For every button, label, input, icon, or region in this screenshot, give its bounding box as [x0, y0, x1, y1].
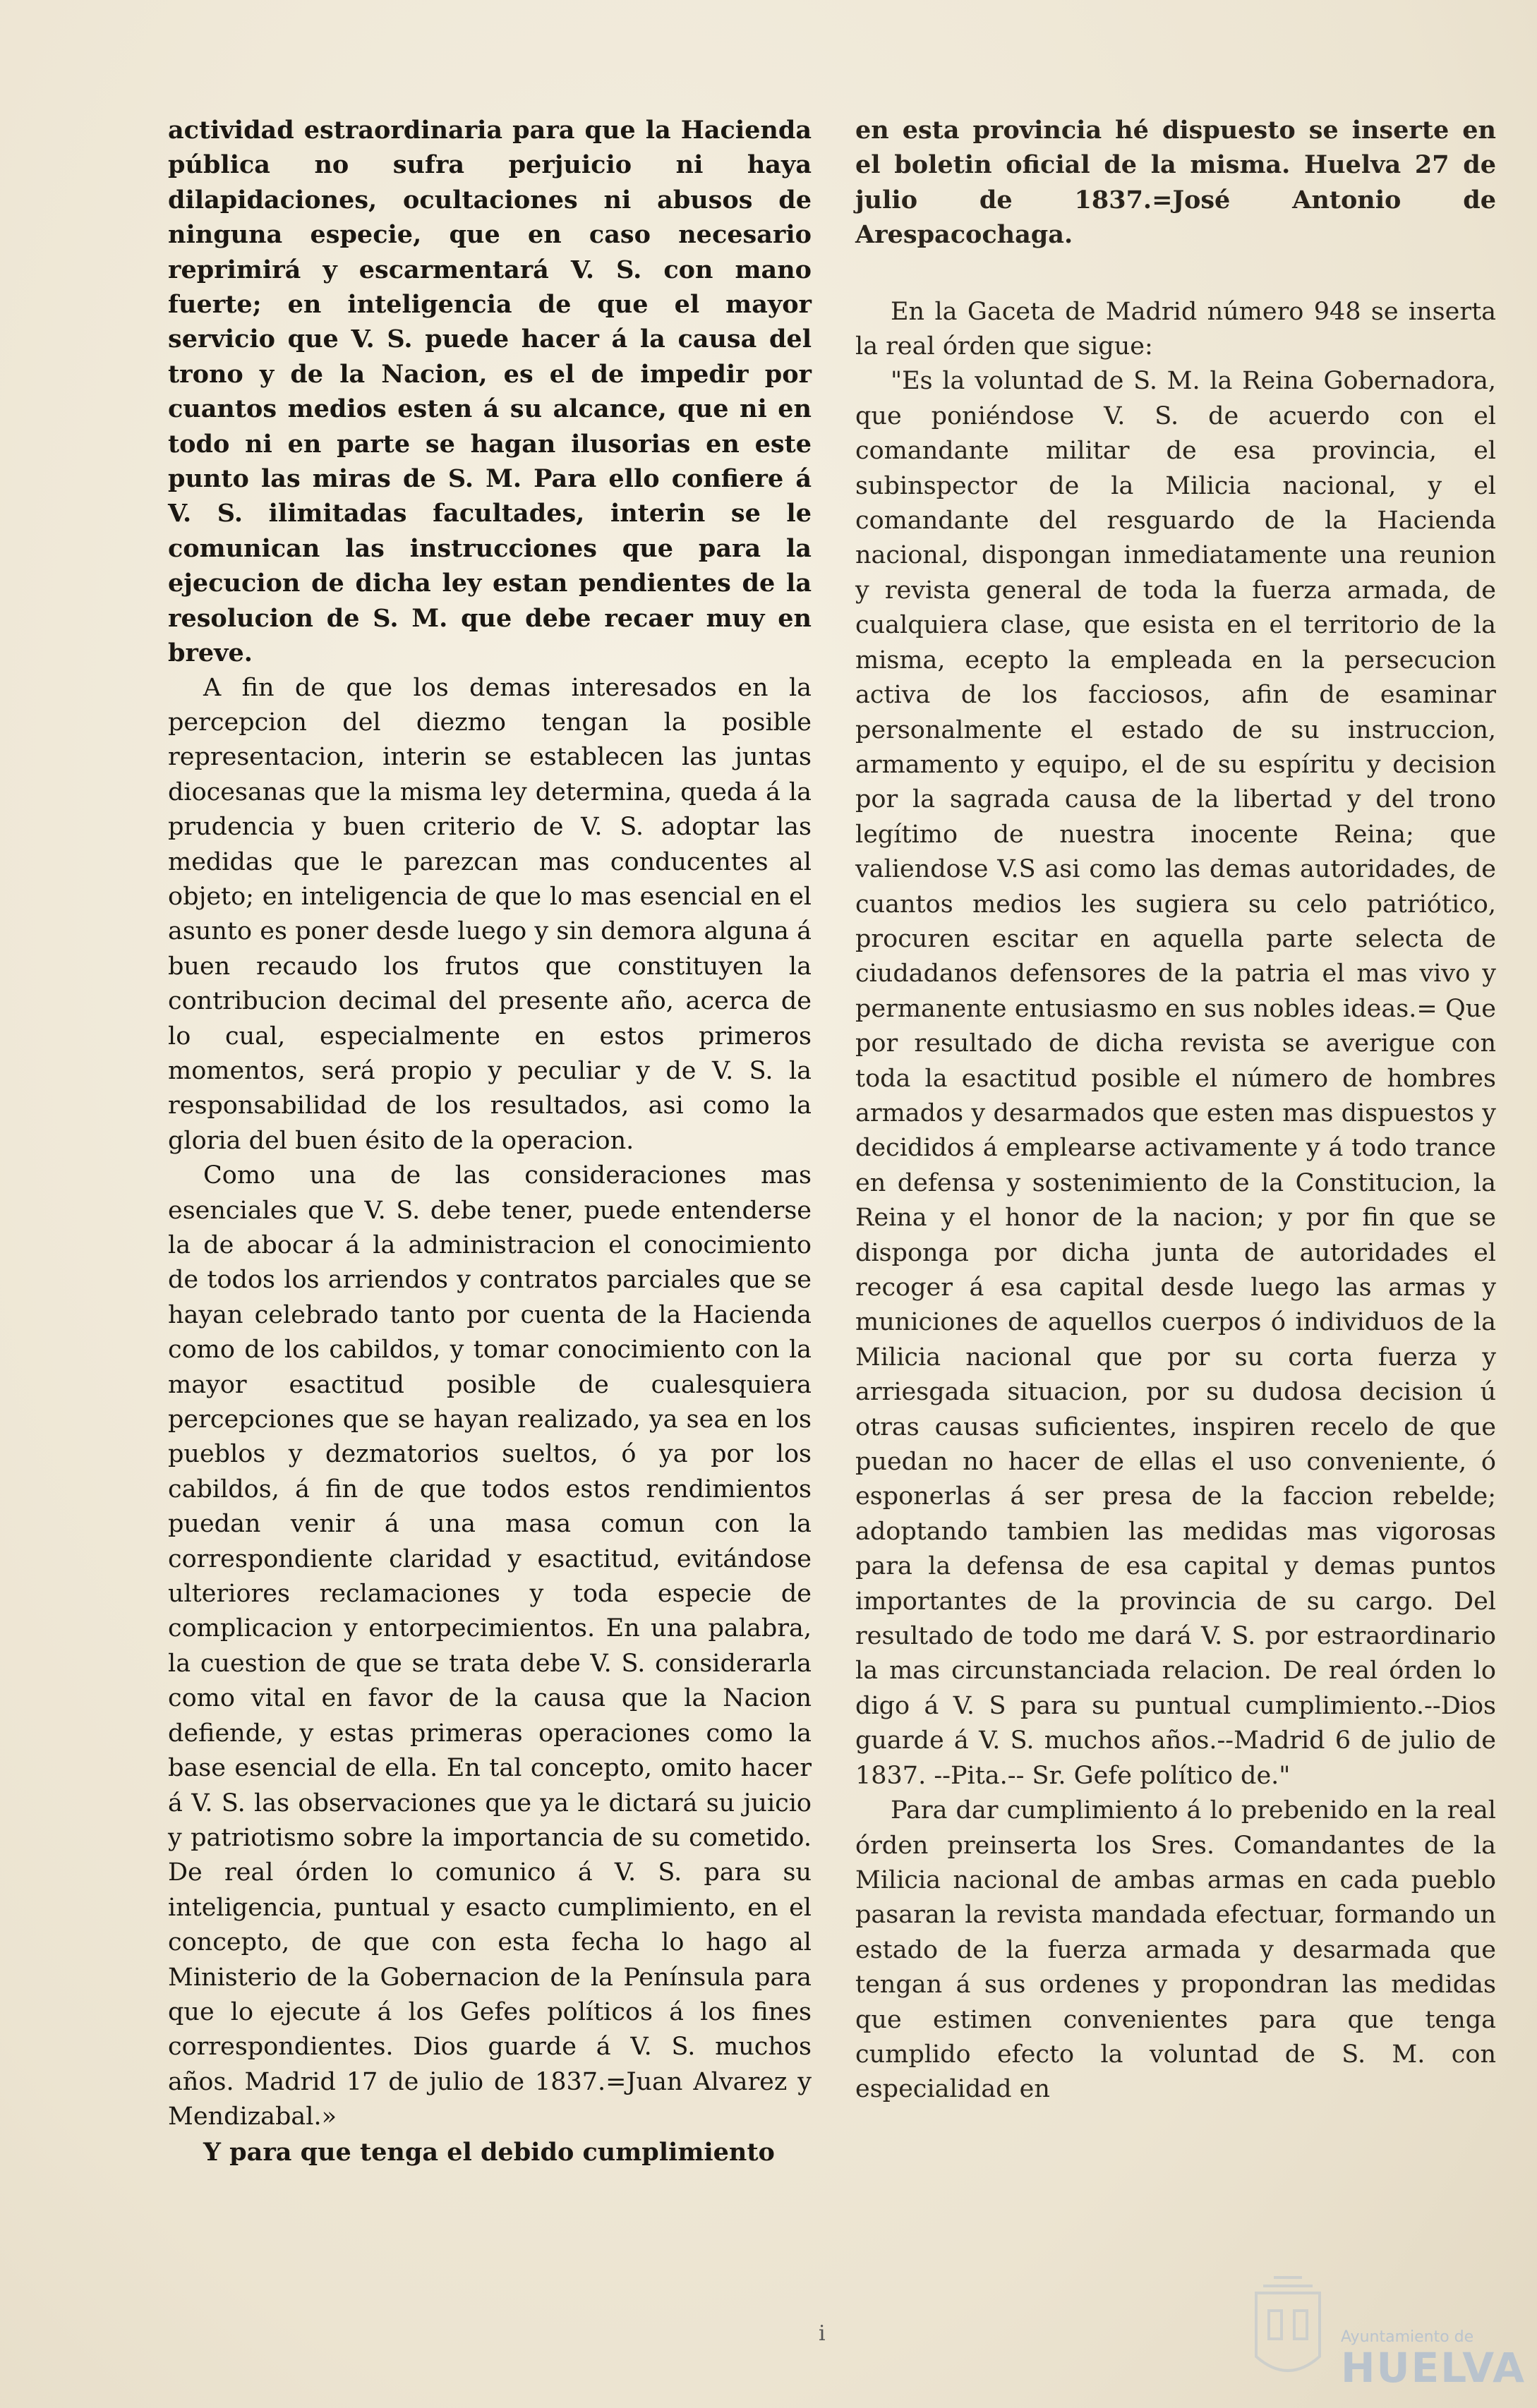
left-column	[168, 113, 812, 2170]
column-gap	[855, 253, 1496, 295]
right-paragraph-1: en esta provincia hé dispuesto se inserte en el boletin oficial de la misma. Huelva 27 de julio de 1837.=José Antonio de Arespacochaga.	[855, 116, 1496, 250]
watermark-logo-text: HUELVA	[1341, 2344, 1526, 2392]
right-paragraph-3: "Es la voluntad de S. M. la Reina Gobernadora, que poniéndose V. S. de acuerdo con el comandante militar de esa provincia, el subinspector de la Milicia nacional, y el comandante del resguardo de la Hacienda nacional, dispongan inmediatamente una reunion y revista general de toda la fuerza armada, de cualquiera clase, que esista en el territorio de la misma, ecepto la empleada en la persecucion activa de los facciosos, afin de esaminar personalmente el estado de su instruccion, armamento y equipo, el de su espíritu y decision por la sagrada causa de la libertad y del trono legítimo de nuestra inocente Reina; que valiendose V.S asi como las demas autoridades, de cuantos medios les sugiera su celo patriótico, procuren escitar en aquella parte selecta de ciudadanos defensores de la patria el mas vivo y permanente entusiasmo en sus nobles ideas.= Que por resultado de dicha revista se averigue con toda la esactitud posible el número de hombres armados y desarmados que esten mas dispuestos y decididos á emplearse activamente y á todo trance en defensa y sostenimiento de la Constitucion, la Reina y el honor de la nacion; y por fin que se disponga por dicha junta de autoridades el recoger á esa capital desde luego las armas y municiones de aquellos cuerpos ó individuos de la Milicia nacional que por su corta fuerza y arriesgada situacion, por su dudosa decision ú otras causas suficientes, inspiren recelo de que puedan no hacer de ellas el uso conveniente, ó esponerlas á ser presa de la faccion rebelde; adoptando tambien las medidas mas vigorosas para la defensa de esa capital y demas puntos importantes de la provincia de su cargo. Del resultado de todo me dará V. S. por estraordinario la mas circunstanciada relacion. De real órden lo digo á V. S para su puntual cumplimiento.--Dios guarde á V. S. muchos años.--Madrid 6 de julio de 1837. --Pita.-- Sr. Gefe político de."	[855, 367, 1496, 1790]
right-column	[855, 113, 1496, 2107]
left-paragraph-1: actividad estraordinaria para que la Hacienda pública no sufra perjuicio ni haya dilapidaciones, ocultaciones ni abusos de ninguna especie, que en caso necesario reprimirá y escarmentará V. S. con mano fuerte; en inteligencia de que el mayor servicio que V. S. puede hacer á la causa del trono y de la Nacion, es el de impedir por cuantos medios esten á su alcance, que ni en todo ni en parte se hagan ilusorias en este punto las miras de S. M. Para ello confiere á V. S. ilimitadas facultades, interin se le comunican las instrucciones que para la ejecucion de dicha ley estan pendientes de la resolucion de S. M. que debe recaer muy en breve.	[168, 116, 812, 668]
watermark-small-text: Ayuntamiento de	[1341, 2328, 1474, 2346]
right-paragraph-2: En la Gaceta de Madrid número 948 se inserta la real órden que sigue:	[855, 297, 1496, 361]
left-paragraph-2: A fin de que los demas interesados en la percepcion del diezmo tengan la posible representacion, interin se establecen las juntas diocesanas que la misma ley determina, queda á la prudencia y buen criterio de V. S. adoptar las medidas que le parezcan mas conducentes al objeto; en inteligencia de que lo mas esencial en el asunto es poner desde luego y sin demora alguna á buen recaudo los frutos que constituyen la contribucion decimal del presente año, acerca de lo cual, especialmente en estos primeros momentos, será propio y peculiar y de V. S. la responsabilidad de los resultados, asi como la gloria del buen ésito de la operacion.	[168, 673, 812, 1155]
left-paragraph-4: Y para que tenga el debido cumplimiento	[203, 2137, 775, 2167]
left-paragraph-3: Como una de las consideraciones mas esenciales que V. S. debe tener, puede entenderse la de abocar á la administracion el conocimiento de todos los arriendos y contratos parciales que se hayan celebrado tanto por cuenta de la Hacienda como de los cabildos, y tomar conocimiento con la mayor esactitud posible de cualesquiera percepciones que se hayan realizado, ya sea en los pueblos y dezmatorios sueltos, ó ya por los cabildos, á fin de que todos estos rendimientos puedan venir á una masa comun con la correspondiente claridad y esactitud, evitándose ulteriores reclamaciones y toda especie de complicacion y entorpecimientos. En una palabra, la cuestion de que se trata debe V. S. considerarla como vital en favor de la causa que la Nacion defiende, y estas primeras operaciones como la base esencial de ella. En tal concepto, omito hacer á V. S. las observaciones que ya le dictará su juicio y patriotismo sobre la importancia de su cometido. De real órden lo comunico á V. S. para su inteligencia, puntual y esacto cumplimiento, en el concepto, de que con esta fecha lo hago al Ministerio de la Gobernacion de la Península para que lo ejecute á los Gefes políticos á los fines correspondientes. Dios guarde á V. S. muchos años. Madrid 17 de julio de 1837.=Juan Alvarez y Mendizabal.»	[168, 1161, 812, 2131]
page-mark: i	[819, 2321, 826, 2346]
right-paragraph-4: Para dar cumplimiento á lo prebenido en la real órden preinserta los Sres. Comandantes de la Milicia nacional de ambas armas en cada pueblo pasaran la revista mandada efectuar, formando un estado de la fuerza armada y desarmada que tengan á sus ordenes y propondran las medidas que estimen convenientes para que tenga cumplido efecto la voluntad de S. M. con especialidad en	[855, 1796, 1496, 2104]
